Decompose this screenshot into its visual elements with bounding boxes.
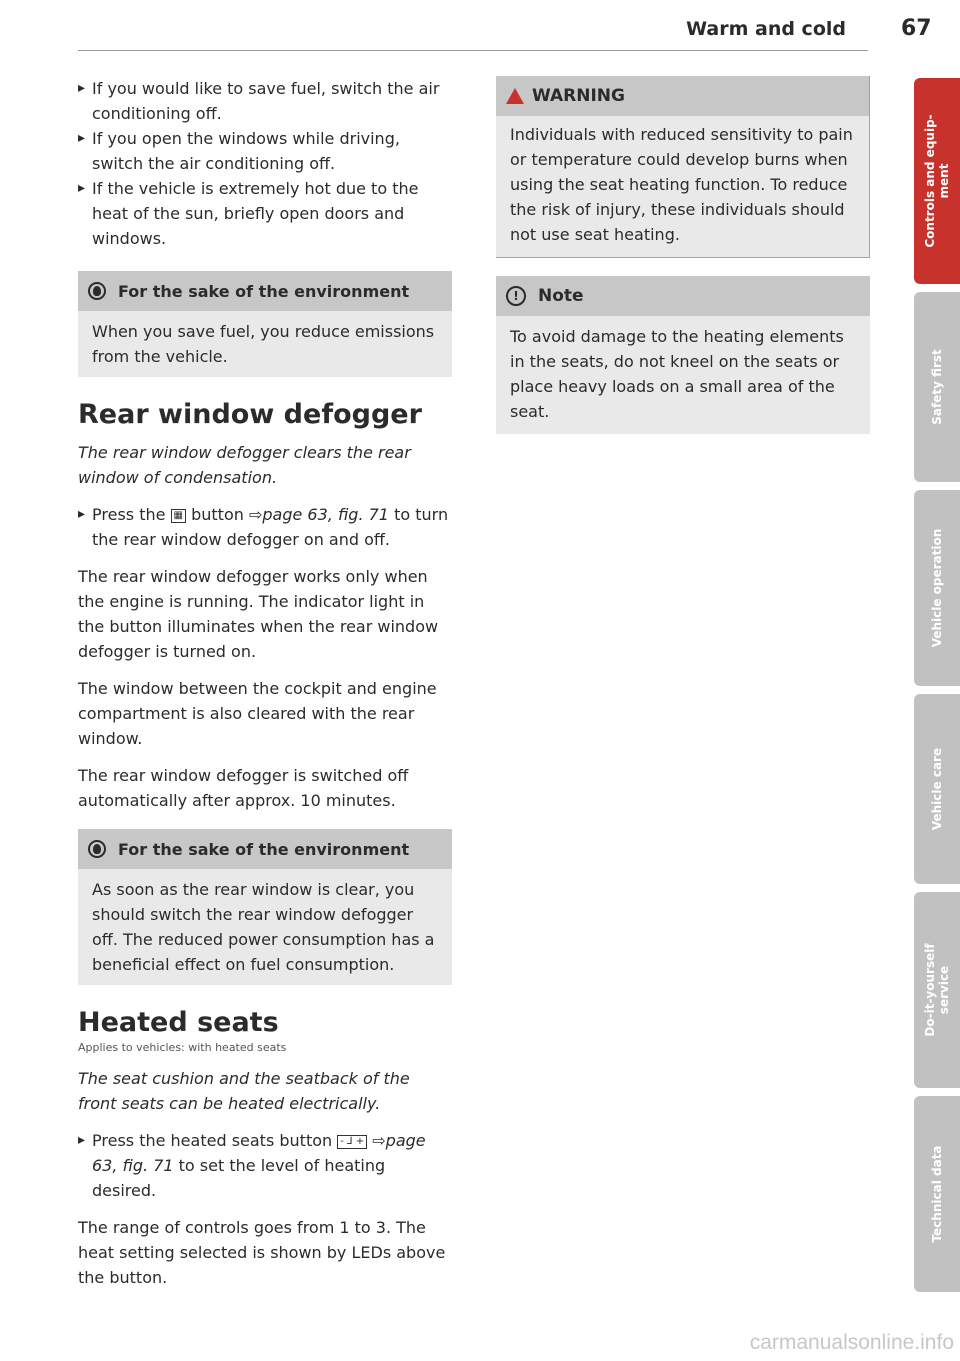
section-lead: The seat cushion and the seatback of the front seats can be heated electrically.	[78, 1069, 410, 1113]
warning-text: Individuals with reduced sensitivity to pain or temperature could develop burns when using the seat heating function. To reduce the risk of injury, these individuals should not use seat heating.	[510, 125, 853, 244]
note-box-header	[496, 276, 870, 316]
warning-box-header	[496, 76, 869, 116]
chapter-tab-label: Controls and equip- ment	[923, 114, 951, 248]
warning-box	[496, 76, 870, 258]
chapter-tab-do-it-yourself[interactable]	[914, 892, 960, 1088]
paragraph: The window between the cockpit and engine compartment is also cleared with the rear window.	[78, 679, 437, 748]
chapter-tab-label: Safety first	[930, 349, 944, 425]
page-number: 67	[901, 16, 932, 41]
chapter-tab-label: Vehicle care	[930, 747, 944, 831]
left-column	[78, 76, 452, 1290]
instruction-step	[78, 1128, 452, 1203]
applies-to-note: Applies to vehicles: with heated seats	[78, 1041, 287, 1054]
chapter-tab-vehicle-care[interactable]	[914, 694, 960, 884]
environment-box-text: When you save fuel, you reduce emissions from the vehicle.	[92, 322, 435, 366]
environment-box-text: As soon as the rear window is clear, you should switch the rear window defogger off. The reduced power consumption has a beneficial effect on fuel consumption.	[92, 880, 435, 974]
environment-box-header	[78, 271, 452, 311]
chapter-tab-vehicle-operation[interactable]	[914, 490, 960, 686]
page-reference[interactable]: ⇨page 63, fig. 71	[248, 505, 389, 524]
header-divider	[78, 50, 868, 51]
chapter-tab-safety[interactable]	[914, 292, 960, 482]
warning-title: WARNING	[532, 86, 625, 106]
chapter-tab-technical-data[interactable]	[914, 1096, 960, 1292]
chapter-tab-label: Vehicle operation	[930, 528, 944, 648]
bullet-item: ▸ If the vehicle is extremely hot due to the heat of the sun, briefly open doors and windows.	[78, 176, 452, 251]
step-text: Press the heated seats button	[92, 1131, 333, 1150]
note-text: To avoid damage to the heating elements in the seats, do not kneel on the seats or place heavy loads on a small area of the seat.	[510, 327, 844, 421]
chapter-tab-label: Do-it-yourself service	[923, 943, 951, 1037]
environment-box	[78, 271, 452, 377]
bullet-item: ▸ If you open the windows while driving, switch the air conditioning off.	[78, 126, 452, 176]
note-title: Note	[538, 286, 584, 306]
environment-box-header	[78, 829, 452, 869]
bullet-item: ▸ If you would like to save fuel, switch the air conditioning off.	[78, 76, 452, 126]
watermark: carmanualsonline.info	[749, 1331, 954, 1354]
chapter-tabs	[914, 78, 960, 1300]
step-text: to set the level of heating desired.	[92, 1156, 386, 1200]
instruction-step	[78, 502, 452, 552]
section-title: Warm and cold	[686, 18, 846, 40]
section-heading-rear-window-defogger: Rear window defogger	[78, 399, 422, 430]
leaf-environment-icon	[88, 840, 106, 858]
chapter-tab-controls[interactable]	[914, 78, 960, 284]
leaf-environment-icon	[88, 282, 106, 300]
chapter-tab-label: Technical data	[930, 1145, 944, 1243]
step-text: button	[191, 505, 244, 524]
step-text: Press the	[92, 505, 166, 524]
note-exclamation-icon: !	[506, 286, 526, 306]
right-column	[496, 76, 870, 434]
environment-box-title: For the sake of the environment	[118, 281, 410, 301]
paragraph: The range of controls goes from 1 to 3. The heat setting selected is shown by LEDs above the button.	[78, 1218, 446, 1287]
section-heading-heated-seats: Heated seats	[78, 1007, 279, 1038]
environment-box-title: For the sake of the environment	[118, 839, 410, 859]
note-box	[496, 276, 870, 434]
rear-defogger-key-icon: ▦	[171, 509, 186, 523]
step-text: to turn the rear window defogger on and off.	[92, 505, 449, 549]
warning-triangle-icon	[506, 88, 524, 104]
environment-box	[78, 829, 452, 985]
page-reference[interactable]: ⇨page 63, fig. 71	[92, 1131, 426, 1175]
paragraph: The rear window defogger is switched off automatically after approx. 10 minutes.	[78, 766, 409, 810]
heated-seat-key-icon: - ⅃ +	[337, 1135, 367, 1149]
paragraph: The rear window defogger works only when the engine is running. The indicator light in the button illuminates when the rear window defogger is turned on.	[78, 567, 439, 661]
section-lead: The rear window defogger clears the rear window of condensation.	[78, 443, 411, 487]
